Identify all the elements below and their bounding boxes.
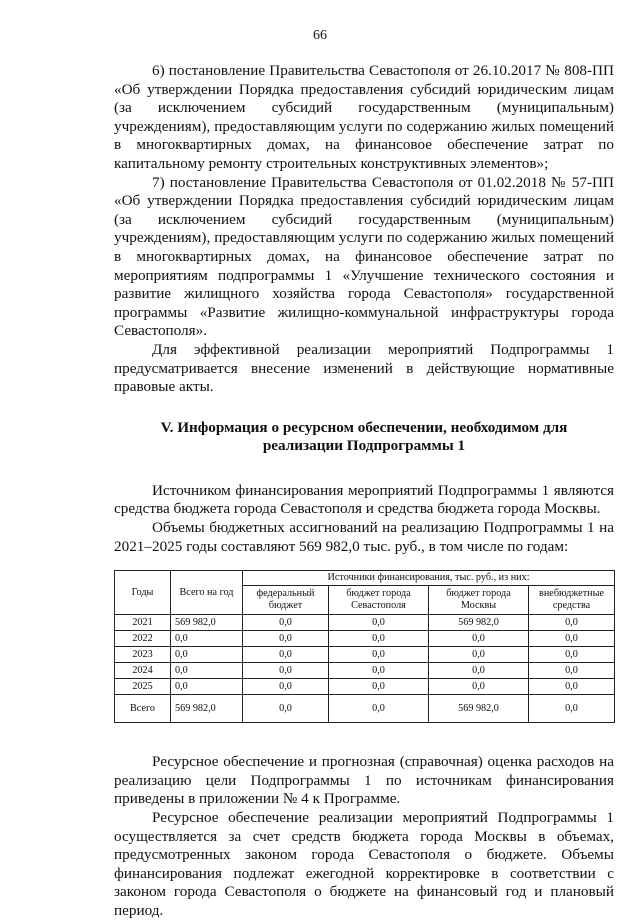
- table-cell-moscow: 0,0: [429, 647, 529, 663]
- page-number: 66: [313, 28, 327, 43]
- paragraph-resource-provision: Ресурсное обеспечение реализации мероприятий Подпрограммы 1 осуществляется за счет средств бюджета города Москвы в объемах, предусмотренных законом города Севастополя о бюджете. Объемы финансирования подлежат ежегодной корректировке в соответствии с законом города Севастополя о бюджете на финансовый год и плановый период.: [114, 809, 614, 919]
- table-cell-sevastopol: 0,0: [329, 679, 429, 695]
- table-header-sevastopol: бюджет города Севастополя: [329, 586, 429, 615]
- table-row: [115, 647, 615, 663]
- table-cell-year: 2022: [115, 631, 171, 647]
- table-cell-federal: 0,0: [243, 647, 329, 663]
- table-row: [115, 631, 615, 647]
- table-cell-total: 0,0: [171, 647, 243, 663]
- table-header-federal: федеральный бюджет: [243, 586, 329, 615]
- financing-table: [114, 570, 615, 723]
- table-total-row: [115, 695, 615, 723]
- paragraph-amendments: Для эффективной реализации мероприятий Подпрограммы 1 предусматривается внесение изменений в действующие нормативные правовые акты.: [114, 340, 614, 396]
- document-body: [114, 62, 614, 921]
- closing-paragraphs: [114, 753, 614, 920]
- paragraph-funding-source: Источником финансирования мероприятий Подпрограммы 1 являются средства бюджета города Севастополя и средства бюджета города Москвы.: [114, 481, 614, 518]
- table-cell-total: 569 982,0: [171, 695, 243, 723]
- table-cell-moscow: 569 982,0: [429, 615, 529, 631]
- table-header-total: Всего на год: [171, 571, 243, 615]
- table-cell-federal: 0,0: [243, 679, 329, 695]
- table-cell-sevastopol: 0,0: [329, 663, 429, 679]
- table-cell-moscow: 0,0: [429, 631, 529, 647]
- table-cell-extrabudget: 0,0: [529, 679, 615, 695]
- table-cell-sevastopol: 0,0: [329, 647, 429, 663]
- table-cell-year: 2023: [115, 647, 171, 663]
- table-cell-moscow: 569 982,0: [429, 695, 529, 723]
- table-row: [115, 615, 615, 631]
- table-row: [115, 663, 615, 679]
- table-cell-extrabudget: 0,0: [529, 647, 615, 663]
- table-cell-extrabudget: 0,0: [529, 615, 615, 631]
- table-header-moscow: бюджет города Москвы: [429, 586, 529, 615]
- table-cell-federal: 0,0: [243, 631, 329, 647]
- table-cell-total: 0,0: [171, 631, 243, 647]
- section-heading: V. Информация о ресурсном обеспечении, необходимом для реализации Подпрограммы 1: [160, 418, 568, 455]
- paragraph-item-7: 7) постановление Правительства Севастополя от 01.02.2018 № 57-ПП «Об утверждении Порядка предоставления субсидий юридическим лицам (за исключением субсидий государственным (муниципальным) учреждениям), предоставляющим услуги по содержанию жилых помещений в многоквартирных домах, на финансовое обеспечение затрат по мероприятиям подпрограммы 1 «Улучшение технического состояния и развитие жилищного хозяйства города Севастополя» государственной программы «Развитие жилищно-коммунальной инфраструктуры города Севастополя».: [114, 173, 614, 340]
- table-cell-federal: 0,0: [243, 695, 329, 723]
- table-cell-year: 2024: [115, 663, 171, 679]
- table-cell-year: 2025: [115, 679, 171, 695]
- table-cell-moscow: 0,0: [429, 663, 529, 679]
- paragraph-item-6: 6) постановление Правительства Севастополя от 26.10.2017 № 808-ПП «Об утверждении Порядка предоставления субсидий юридическим лицам (за исключением субсидий государственным (муниципальным) учреждениям), предоставляющим услуги по содержанию жилых помещений в многоквартирных домах, на финансовое обеспечение затрат по капитальному ремонту строительных конструктивных элементов»;: [114, 62, 614, 172]
- table-cell-sevastopol: 0,0: [329, 615, 429, 631]
- table-cell-sevastopol: 0,0: [329, 631, 429, 647]
- paragraph-resource-estimate: Ресурсное обеспечение и прогнозная (справочная) оценка расходов на реализацию цели Подпрограммы 1 по источникам финансирования приведены в приложении № 4 к Программе.: [114, 753, 614, 808]
- table-cell-extrabudget: 0,0: [529, 631, 615, 647]
- table-cell-federal: 0,0: [243, 663, 329, 679]
- table-cell-total: 0,0: [171, 663, 243, 679]
- table-cell-extrabudget: 0,0: [529, 695, 615, 723]
- table-cell-extrabudget: 0,0: [529, 663, 615, 679]
- table-header-sources: Источники финансирования, тыс. руб., из них:: [243, 571, 615, 586]
- table-cell-year: Всего: [115, 695, 171, 723]
- table-cell-total: 569 982,0: [171, 615, 243, 631]
- paragraph-budget-volume: Объемы бюджетных ассигнований на реализацию Подпрограммы 1 на 2021–2025 годы составляют 569 982,0 тыс. руб., в том числе по годам:: [114, 519, 614, 555]
- table-cell-moscow: 0,0: [429, 679, 529, 695]
- table-cell-total: 0,0: [171, 679, 243, 695]
- table-header-extrabudget: внебюджетные средства: [529, 586, 615, 615]
- table-header-year: Годы: [115, 571, 171, 615]
- table-cell-sevastopol: 0,0: [329, 695, 429, 723]
- table-cell-year: 2021: [115, 615, 171, 631]
- table-row: [115, 679, 615, 695]
- table-cell-federal: 0,0: [243, 615, 329, 631]
